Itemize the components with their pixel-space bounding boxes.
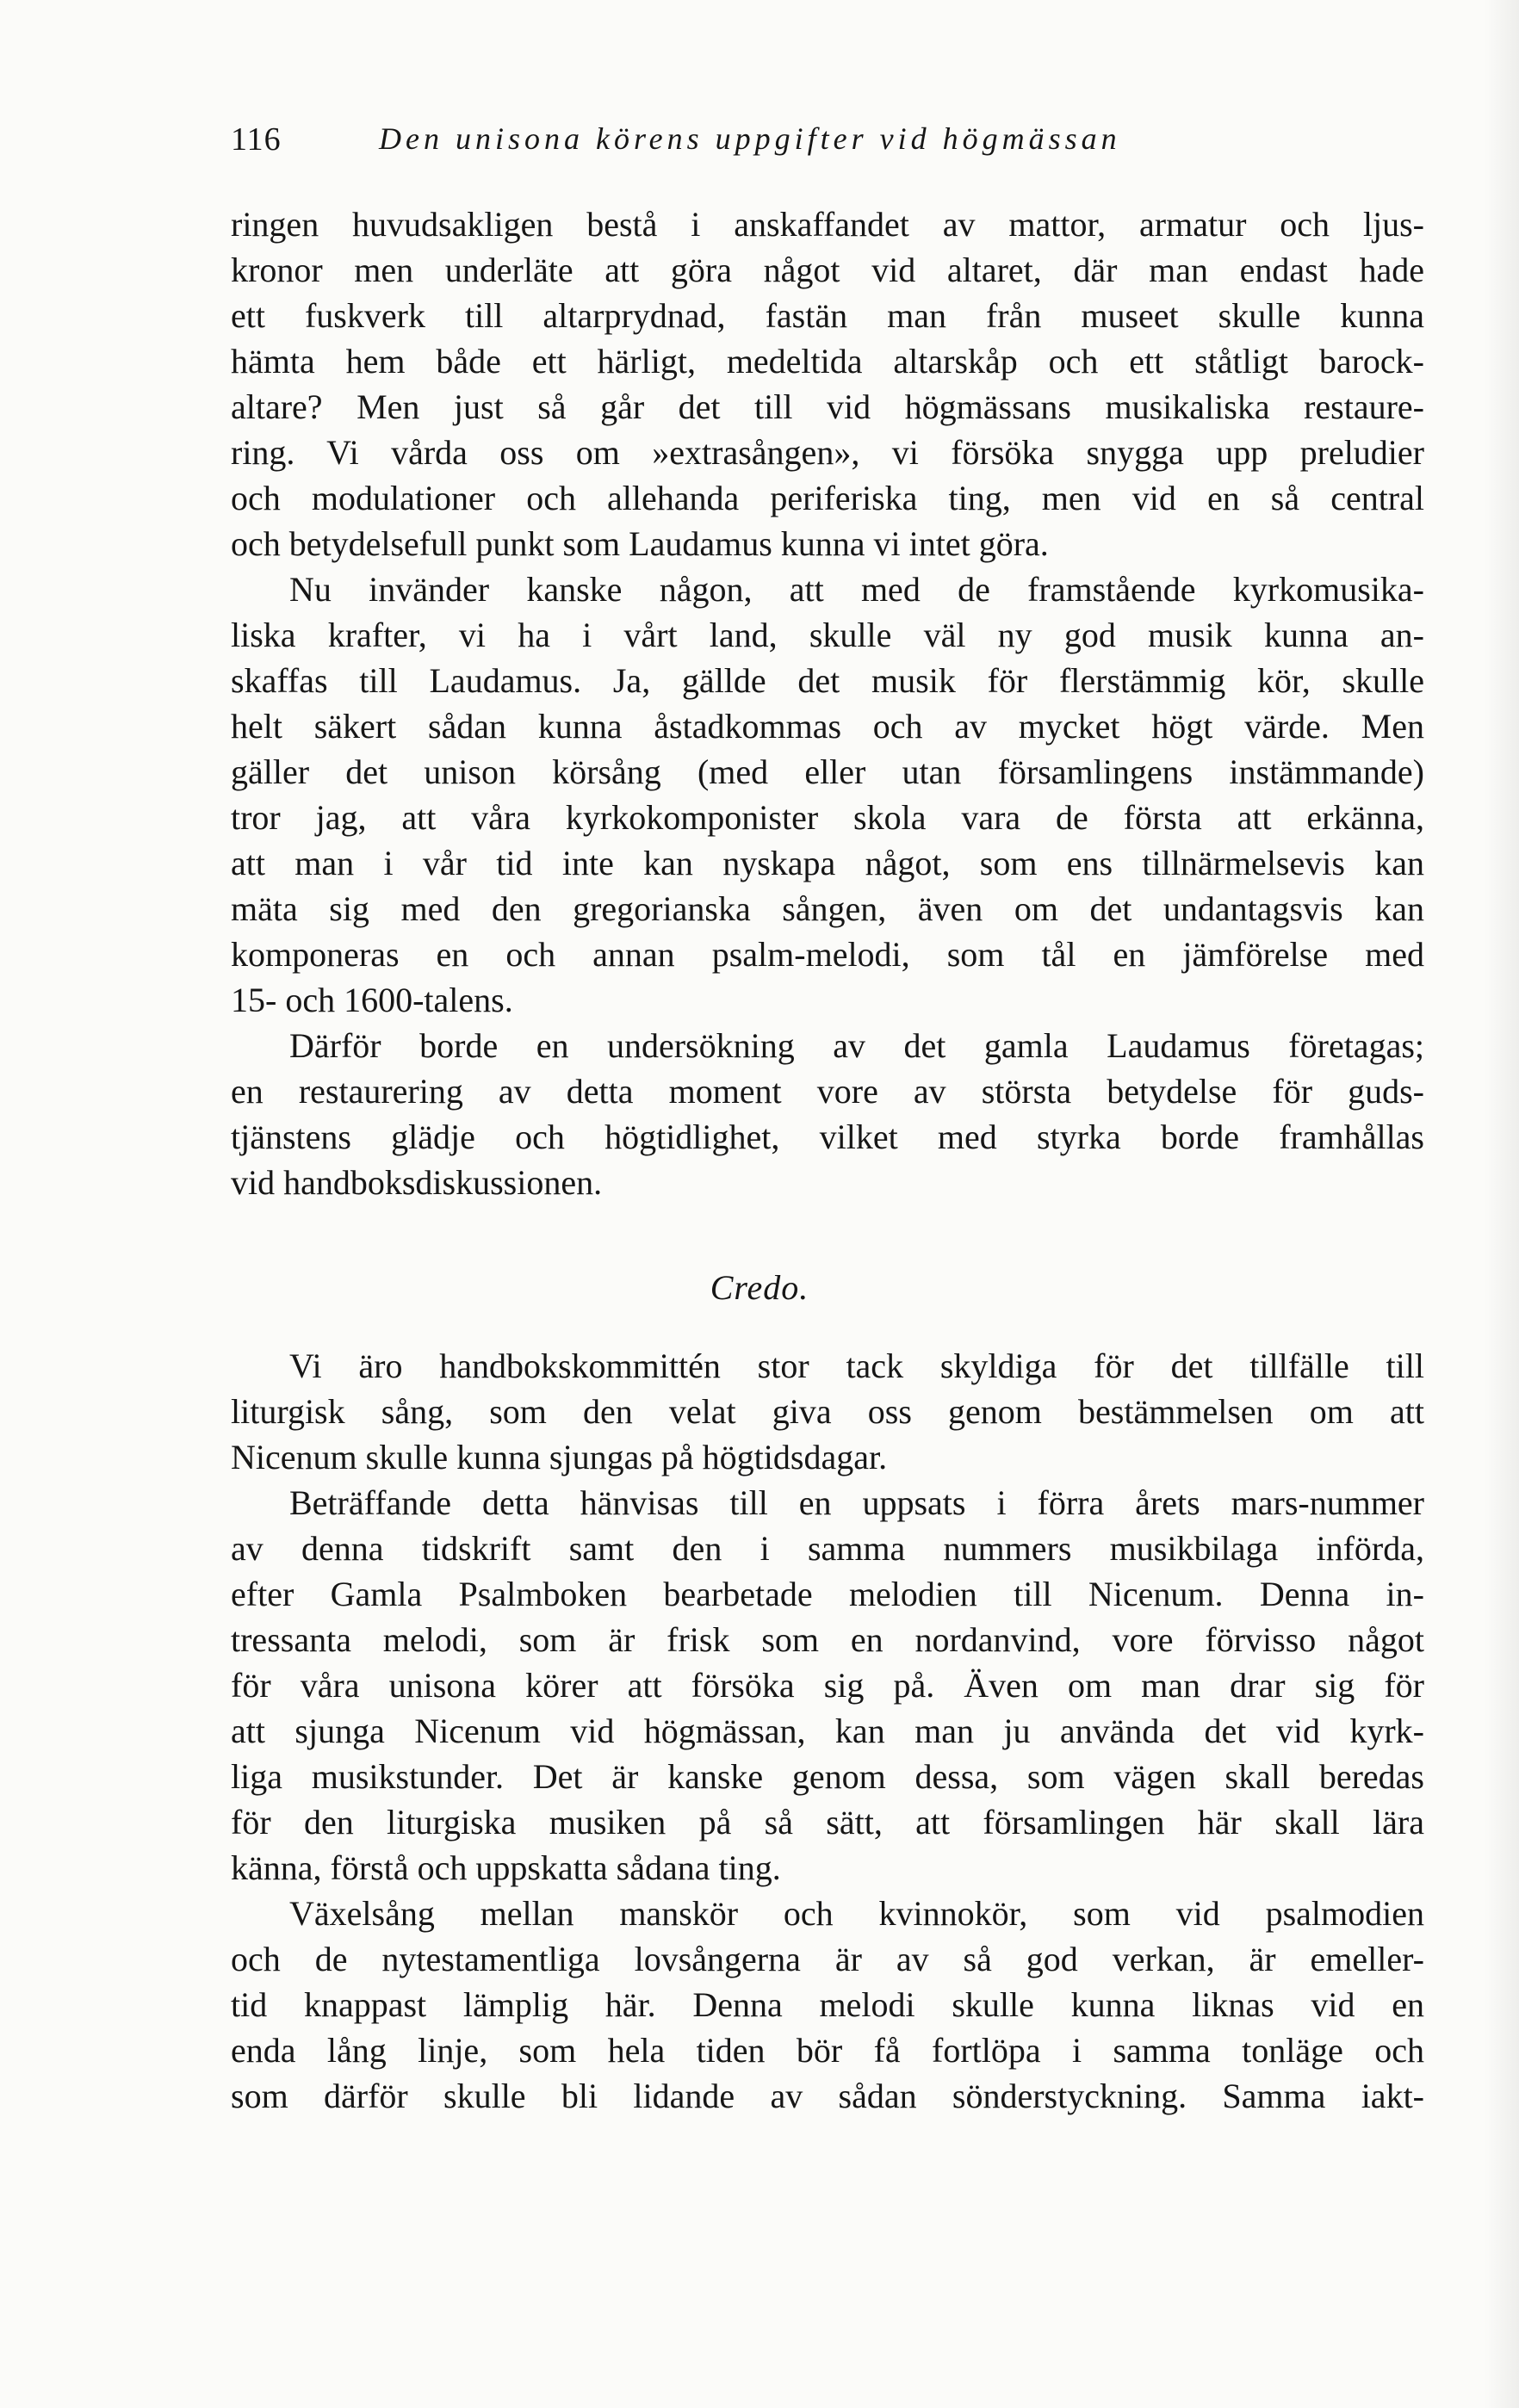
text-line: tressanta melodi, som är frisk som en nordanvind, vore förvisso något [231, 1620, 1424, 1659]
page-header [231, 121, 1436, 181]
text-line: en restaurering av detta moment vore av största betydelse för guds- [231, 1072, 1424, 1111]
text-line: enda lång linje, som hela tiden bör få fortlöpa i samma tonläge och [231, 2031, 1424, 2070]
text-line: liturgisk sång, som den velat giva oss genom bestämmelsen om att [231, 1392, 1424, 1431]
running-title: Den unisona körens uppgifter vid högmässan [379, 121, 1121, 156]
section-heading: Credo. [710, 1268, 809, 1307]
body-text-section-2 [231, 1343, 1424, 2119]
text-line: Beträffande detta hänvisas till en uppsats i förra årets mars-nummer [289, 1483, 1424, 1522]
text-line: att man i vår tid inte kan nyskapa något, som ens tillnärmelsevis kan [231, 844, 1424, 882]
text-line: av denna tidskrift samt den i samma nummers musikbilaga införda, [231, 1529, 1424, 1568]
text-line: som därför skulle bli lidande av sådan sönderstyckning. Samma iakt- [231, 2077, 1424, 2115]
page-edge-shadow [1485, 0, 1519, 2408]
text-line: ring. Vi vårda oss om »extrasången», vi försöka snygga upp preludier [231, 433, 1424, 472]
text-line: och de nytestamentliga lovsångerna är av så god verkan, är emeller- [231, 1940, 1424, 1978]
body-text-section-1 [231, 201, 1424, 1205]
text-line: liga musikstunder. Det är kanske genom dessa, som vägen skall beredas [231, 1757, 1424, 1796]
text-line: efter Gamla Psalmboken bearbetade melodien till Nicenum. Denna in- [231, 1575, 1424, 1613]
text-line: helt säkert sådan kunna åstadkommas och av mycket högt värde. Men [231, 707, 1424, 746]
text-line: kronor men underläte att göra något vid altaret, där man endast hade [231, 251, 1424, 289]
text-line: Nu invänder kanske någon, att med de framstående kyrkomusika- [289, 570, 1424, 609]
text-line: Växelsång mellan manskör och kvinnokör, som vid psalmodien [289, 1894, 1424, 1933]
text-line: och modulationer och allehanda periferiska ting, men vid en så central [231, 479, 1424, 517]
text-line: Nicenum skulle kunna sjungas på högtidsdagar. [231, 1438, 888, 1476]
text-line: liska krafter, vi ha i vårt land, skulle väl ny god musik kunna an- [231, 616, 1424, 654]
text-line: hämta hem både ett härligt, medeltida altarskåp och ett ståtligt barock- [231, 342, 1424, 381]
text-line: tror jag, att våra kyrkokomponister skola vara de första att erkänna, [231, 798, 1424, 837]
text-line: Vi äro handbokskommittén stor tack skyldiga för det tillfälle till [289, 1346, 1424, 1385]
text-line: gäller det unison körsång (med eller utan församlingens instämmande) [231, 752, 1424, 791]
text-line: 15- och 1600-talens. [231, 981, 513, 1019]
text-line: ringen huvudsakligen bestå i anskaffandet av mattor, armatur och ljus- [231, 205, 1424, 244]
text-line: tjänstens glädje och högtidlighet, vilket med styrka borde framhållas [231, 1117, 1424, 1156]
page-number: 116 [231, 121, 282, 158]
text-line: mäta sig med den gregorianska sången, även om det undantagsvis kan [231, 889, 1424, 928]
text-line: känna, förstå och uppskatta sådana ting. [231, 1848, 781, 1887]
text-line: komponeras en och annan psalm-melodi, som tål en jämförelse med [231, 935, 1424, 974]
text-line: för den liturgiska musiken på så sätt, att församlingen här skall lära [231, 1803, 1424, 1842]
text-line: skaffas till Laudamus. Ja, gällde det musik för flerstämmig kör, skulle [231, 661, 1424, 700]
text-line: altare? Men just så går det till vid högmässans musikaliska restaure- [231, 387, 1424, 426]
text-line: ett fuskverk till altarprydnad, fastän man från museet skulle kunna [231, 296, 1424, 335]
text-line: för våra unisona körer att försöka sig på. Även om man drar sig för [231, 1666, 1424, 1705]
text-line: vid handboksdiskussionen. [231, 1163, 603, 1202]
text-line: Därför borde en undersökning av det gamla Laudamus företagas; [289, 1026, 1424, 1065]
text-line: tid knappast lämplig här. Denna melodi skulle kunna liknas vid en [231, 1985, 1424, 2024]
text-line: att sjunga Nicenum vid högmässan, kan man ju använda det vid kyrk- [231, 1712, 1424, 1750]
text-line: och betydelsefull punkt som Laudamus kunna vi intet göra. [231, 524, 1049, 563]
